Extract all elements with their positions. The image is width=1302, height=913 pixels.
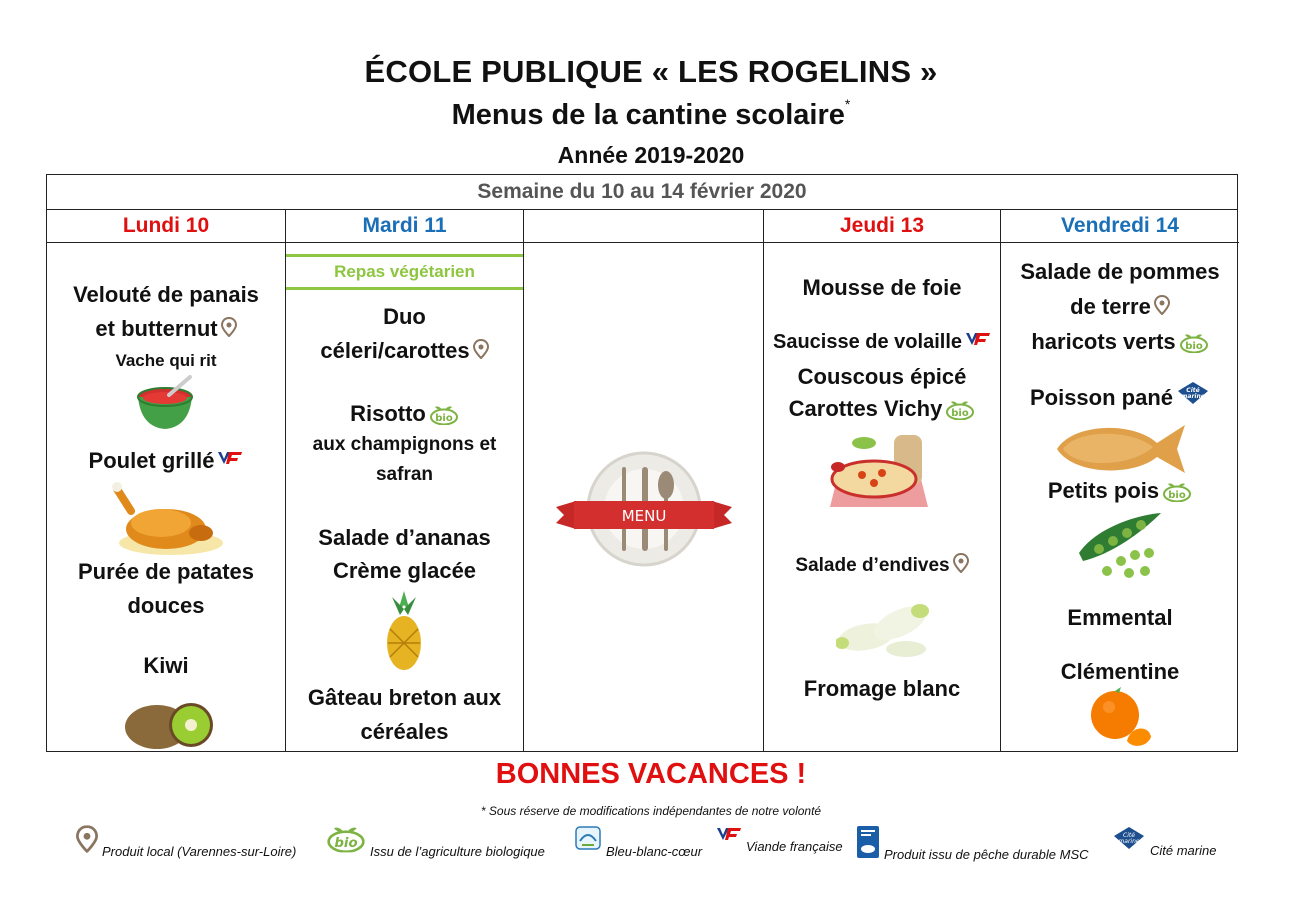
column-lundi — [47, 209, 286, 751]
menu-item-label: Poisson pané — [1029, 385, 1174, 410]
menu-item: Couscous épicé — [797, 364, 967, 389]
bio-icon — [1179, 333, 1209, 353]
menu-item: Mousse de foie — [802, 275, 962, 300]
legend-item-bio — [326, 825, 545, 859]
menu-item — [1001, 381, 1239, 414]
menu-item — [286, 397, 523, 430]
day-header-mardi: Mardi 11 — [286, 209, 523, 243]
legend-item-vf — [716, 825, 843, 854]
bio-icon — [945, 400, 975, 420]
menu-item — [764, 392, 1000, 425]
menu-item-label: Poulet grillé — [88, 448, 215, 473]
title-text: Menus de la cantine scolaire — [451, 99, 845, 131]
menu-item-label: Carottes Vichy — [788, 396, 943, 421]
kiwi-icon — [119, 695, 219, 751]
local-pin-icon — [221, 317, 237, 337]
viande-francaise-icon — [716, 825, 742, 843]
page-title — [0, 96, 1302, 132]
menu-item: safran — [375, 464, 434, 485]
menu-plate-label: MENU — [621, 507, 667, 525]
column-jeudi — [764, 209, 1001, 751]
breaded-fish-icon — [1053, 419, 1189, 477]
week-header: Semaine du 10 au 14 février 2020 — [47, 175, 1237, 210]
menu-item: Vache qui rit — [115, 351, 217, 370]
couscous-icon — [824, 423, 934, 511]
menu-item: douces — [127, 593, 205, 618]
legend-label: Produit local (Varennes-sur-Loire) — [102, 843, 297, 859]
menu-item — [1001, 474, 1239, 507]
legend-item-msc — [856, 825, 1089, 862]
menu-item-label: et butternut — [95, 316, 218, 341]
menu-item-label: Saucisse de volaille — [773, 331, 962, 353]
holiday-message: BONNES VACANCES ! — [495, 758, 807, 790]
menu-item — [47, 312, 285, 345]
menu-item-label: de terre — [1070, 294, 1151, 319]
day-header-mercredi — [524, 209, 763, 243]
title-asterisk: * — [844, 96, 851, 113]
menu-item: Velouté de panais — [73, 282, 259, 307]
menu-item: céréales — [360, 719, 449, 744]
menu-item-label: haricots verts — [1031, 329, 1176, 354]
vegetarian-banner: Repas végétarien — [286, 254, 523, 290]
menu-item — [1001, 290, 1239, 323]
menu-item: Emmental — [1067, 605, 1173, 630]
legend-item-bbc — [574, 825, 703, 859]
legend-label: Viande française — [746, 838, 843, 854]
menu-table — [46, 174, 1238, 752]
soup-icon — [135, 375, 199, 431]
bleu-blanc-coeur-icon — [574, 825, 602, 853]
msc-icon — [856, 825, 880, 859]
menu-item: Salade de pommes — [1020, 259, 1220, 284]
legend-item-cite — [1112, 825, 1217, 858]
day-header-lundi: Lundi 10 — [47, 209, 285, 243]
legend-item-local — [76, 825, 297, 859]
menu-item-label: Salade d’endives — [795, 555, 950, 576]
local-pin-icon — [76, 825, 98, 853]
menu-item — [47, 444, 285, 477]
menu-item: Crème glacée — [332, 558, 477, 583]
menu-item: Salade d’ananas — [318, 525, 491, 550]
menu-item: Gâteau breton aux — [307, 685, 502, 710]
column-mardi — [286, 209, 524, 751]
menu-plate-icon — [554, 449, 734, 569]
legend-label: Cité marine — [1150, 842, 1217, 858]
legend-label: Bleu-blanc-cœur — [606, 843, 703, 859]
menu-item-label: céleri/carottes — [320, 338, 470, 363]
day-header-jeudi: Jeudi 13 — [764, 209, 1000, 243]
school-name: ÉCOLE PUBLIQUE « LES ROGELINS » — [364, 54, 938, 89]
pineapple-icon — [382, 589, 426, 673]
school-year: Année 2019-2020 — [557, 142, 745, 168]
menu-item-label: Risotto — [350, 401, 426, 426]
menu-item: Clémentine — [1060, 659, 1180, 684]
legend-label: Issu de l’agriculture biologique — [370, 843, 545, 859]
local-pin-icon — [1154, 295, 1170, 315]
menu-item: aux champignons et — [312, 434, 497, 455]
menu-item: Kiwi — [143, 653, 189, 678]
cite-marine-icon — [1112, 825, 1146, 851]
menu-item: Fromage blanc — [803, 676, 961, 701]
menu-item — [764, 551, 1000, 580]
column-vendredi — [1001, 209, 1239, 751]
viande-francaise-icon — [965, 331, 991, 347]
peas-icon — [1075, 509, 1167, 581]
menu-item — [1001, 325, 1239, 358]
column-mercredi — [524, 209, 764, 751]
cite-marine-icon — [1176, 381, 1210, 405]
day-header-vendredi: Vendredi 14 — [1001, 209, 1239, 243]
endive-icon — [836, 593, 932, 659]
menu-item: Duo — [383, 304, 426, 329]
local-pin-icon — [473, 339, 489, 359]
clementine-icon — [1087, 685, 1153, 749]
menu-item — [286, 334, 523, 367]
disclaimer-note: * Sous réserve de modifications indépendantes de notre volonté — [480, 804, 822, 818]
menu-item-label: Petits pois — [1047, 478, 1160, 503]
menu-item: Purée de patates — [77, 559, 255, 584]
viande-francaise-icon — [217, 450, 243, 466]
bio-icon — [429, 405, 459, 425]
bio-icon — [326, 825, 366, 853]
roast-chicken-icon — [111, 481, 225, 559]
bio-icon — [1162, 482, 1192, 502]
menu-item — [764, 326, 1000, 359]
legend-label: Produit issu de pêche durable MSC — [884, 846, 1089, 862]
local-pin-icon — [953, 553, 969, 573]
